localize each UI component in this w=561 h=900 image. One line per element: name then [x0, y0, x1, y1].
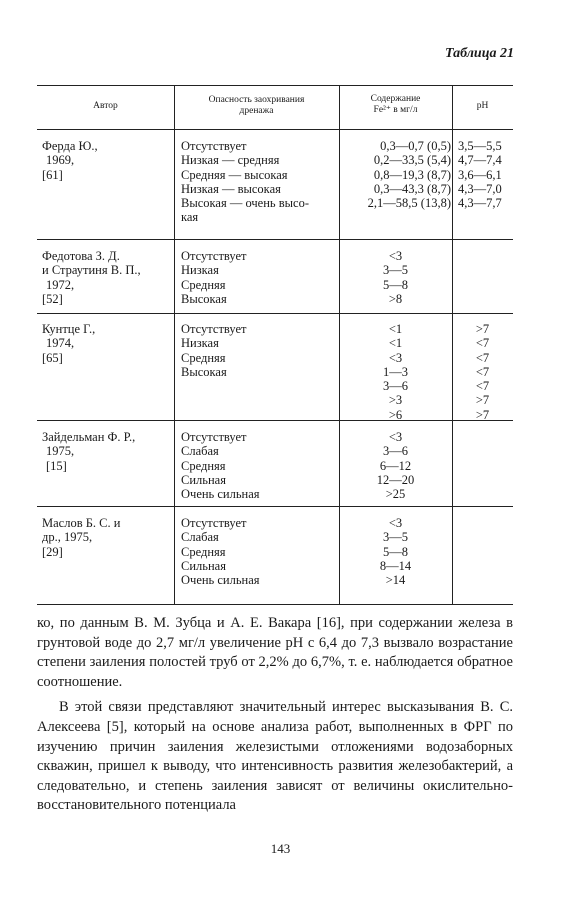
header-content: Содержание Fe²⁺ в мг/л: [370, 94, 421, 115]
danger-cell: Отсутствует Низкая Средняя Высокая: [181, 322, 247, 379]
content-cell: <3 3—6 6—12 12—20 >25: [376, 430, 415, 502]
content-cell: <1 <1 <3 1—3 3—6 >3 >6: [383, 322, 408, 422]
content-cell: <3 3—5 5—8 >8: [383, 249, 408, 306]
author-cell: Маслов Б. С. и др., 1975, [29]: [42, 516, 121, 559]
table-top-rule: [37, 85, 513, 86]
table-header-rule: [37, 129, 513, 130]
group-separator: [37, 506, 513, 507]
danger-cell: Отсутствует Низкая — средняя Средняя — высокая Низкая — высокая Высокая — очень высо- кая: [181, 139, 310, 225]
page-number: 143: [270, 841, 291, 856]
content-cell: 0,3—0,7 (0,5) 0,2—33,5 (5,4) 0,8—19,3 (8,7) 0,3—43,3 (8,7) 2,1—58,5 (13,8): [367, 139, 451, 211]
ph-cell: 3,5—5,5 4,7—7,4 3,6—6,1 4,3—7,0 4,3—7,7: [458, 139, 502, 211]
group-separator: [37, 239, 513, 240]
content-cell: <3 3—5 5—8 8—14 >14: [379, 516, 412, 588]
header-danger: Опасность заохривания дренажа: [208, 95, 305, 116]
ph-cell: >7 <7 <7 <7 <7 >7 >7: [475, 322, 490, 422]
header-ph: pH: [476, 101, 489, 111]
author-cell: Ферда Ю., 1969, [61]: [42, 139, 98, 182]
author-cell: Кунтце Г., 1974, [65]: [42, 322, 96, 365]
author-cell: Федотова З. Д. и Страутиня В. П., 1972, [52]: [42, 249, 141, 306]
header-author: Автор: [93, 101, 118, 111]
column-divider: [174, 85, 175, 604]
paragraph: В этой связи представляют значительный интерес высказывания В. С. Алексеева [5], который на основе анализа работ, выполненных в ФРГ по изучению причин заиления железистыми отложениями водозаборных скважин, пришел к выводу, что интенсивность развития железобактерий, а следовательно, и степень заиления зависят от величины окислительно-восстановительного потенциала: [37, 699, 513, 814]
table-label: Таблица 21: [445, 46, 514, 61]
body-text: [37, 614, 513, 816]
danger-cell: Отсутствует Слабая Средняя Сильная Очень сильная: [181, 516, 260, 588]
table-bottom-rule: [37, 604, 513, 605]
group-separator: [37, 313, 513, 314]
danger-cell: Отсутствует Слабая Средняя Сильная Очень сильная: [181, 430, 260, 502]
danger-cell: Отсутствует Низкая Средняя Высокая: [181, 249, 247, 306]
paragraph: ко, по данным В. М. Зубца и А. Е. Вакара [16], при содержании железа в грунтовой воде до 2,7 мг/л увеличение pH с 6,4 до 7,3 вызвало возрастание степени заиления полостей труб от 2,2% до 6,7%, т. е. наблюдается обратное соотношение.: [37, 615, 513, 690]
author-cell: Зайдельман Ф. Р., 1975, [15]: [42, 430, 136, 473]
